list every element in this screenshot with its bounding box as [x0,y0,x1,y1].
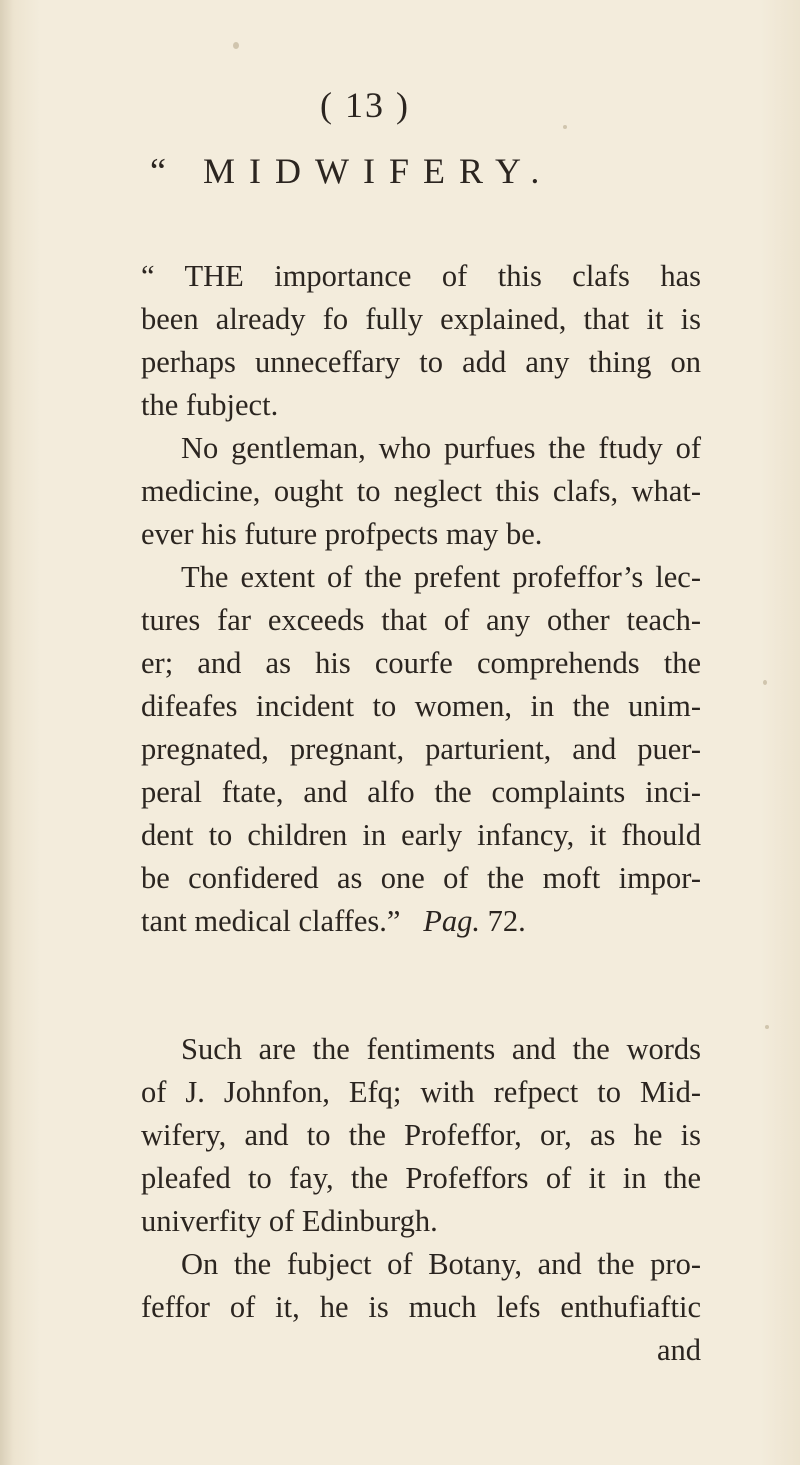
text-line: wifery, and to the Profeffor, or, as he is [141,1118,701,1152]
text-line: univerfity of Edinburgh. [141,1204,438,1238]
quote-paragraph [141,255,701,427]
ink-spot [765,1025,769,1029]
text-line: been already fo fully explained, that it is [141,302,701,336]
page-number: ( 13 ) [320,85,410,125]
text-line: medicine, ought to neglect this clafs, what- [141,474,701,508]
section-heading: “ MIDWIFERY. [150,151,554,191]
text-line: feffor of it, he is much lefs enthufiaftic [141,1290,701,1324]
text-line: Such are the fentiments and the words [181,1032,701,1066]
closing-text: tant medical claffes.” [141,904,401,938]
ink-spot [233,42,239,49]
text-line: peral ftate, and alfo the complaints inci- [141,775,701,809]
text-line: The extent of the prefent profeffor’s lec- [181,560,701,594]
paragraph-4 [141,1028,701,1243]
text-line: dent to children in early infancy, it fhould [141,818,701,852]
text-line: be confidered as one of the moft impor- [141,861,701,895]
page-reference-label: Pag. [423,904,481,938]
text-line: the fubject. [141,388,279,422]
text-line: No gentleman, who purfues the ftudy of [181,431,701,465]
text-line: pregnated, pregnant, parturient, and puer- [141,732,701,766]
text-line: “ THE importance of this clafs has [141,259,701,293]
paragraph-5 [141,1243,701,1372]
paragraph-2 [141,427,701,556]
paragraph-3 [141,556,701,943]
text-line: perhaps unneceffary to add any thing on [141,345,701,379]
text-line: er; and as his courfe comprehends the [141,646,701,680]
text-line: difeafes incident to women, in the unim- [141,689,701,723]
text-line: of J. Johnfon, Efq; with refpect to Mid- [141,1075,701,1109]
text-line: ever his future profpects may be. [141,517,543,551]
catchword: and [656,1333,701,1367]
text-line: tures far exceeds that of any other teach- [141,603,701,637]
ink-spot [763,680,767,685]
text-line: pleafed to fay, the Profeffors of it in the [141,1161,701,1195]
ink-spot [563,125,567,129]
text-line: On the fubject of Botany, and the pro- [181,1247,701,1281]
page-reference-number: 72. [487,904,526,938]
closing-line [141,900,701,943]
